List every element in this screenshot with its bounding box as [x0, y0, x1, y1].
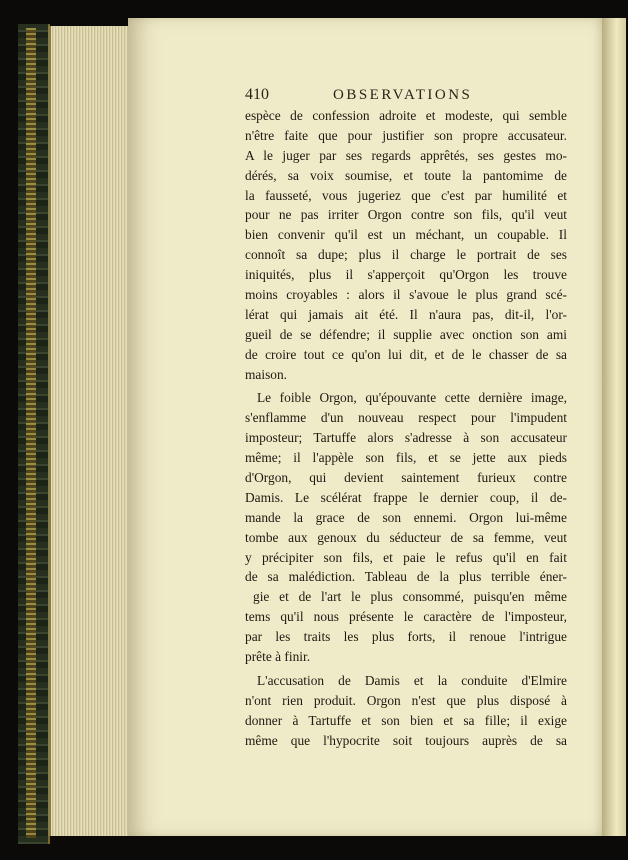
- page-edges: [48, 26, 139, 836]
- text-line: dérés, sa voix soumise, et toute la pantomime de: [245, 167, 567, 183]
- paragraph-2: [245, 388, 567, 666]
- text-line: pour ne pas irriter Orgon contre son fils, qu'il veut: [245, 207, 567, 223]
- text-line: imposteur; Tartuffe alors s'adresse à son accusateur: [245, 430, 567, 446]
- text-line: mande la grace de son ennemi. Orgon lui-même: [245, 509, 567, 525]
- facing-page-edge: [602, 18, 626, 836]
- text-line: A le juger par ses regards apprêtés, ses gestes mo-: [245, 147, 567, 163]
- text-line: iniquités, plus il s'apperçoit qu'Orgon les trouve: [245, 267, 567, 283]
- text-line: d'Orgon, qui devient saintement furieux contre: [245, 470, 567, 486]
- text-line: par les traits les plus forts, il renoue l'intrigue: [245, 629, 567, 645]
- text-line: n'être faite que pour justifier son propre accusateur.: [245, 127, 567, 143]
- text-line: moins croyables : alors il s'avoue le plus grand scé-: [245, 287, 567, 303]
- text-line: Le foible Orgon, qu'épouvante cette dernière image,: [257, 390, 567, 406]
- text-line: même; il l'appèle son fils, et se jette aux pieds: [245, 450, 567, 466]
- text-line: de sa malédiction. Tableau de la plus terrible éner-: [245, 569, 567, 585]
- paragraph-1: [245, 106, 567, 384]
- text-line: s'enflamme d'un nouveau respect pour l'impudent: [245, 410, 567, 426]
- text-line: lérat qui jamais ait été. Il n'aura pas, dit-il, l'or-: [245, 306, 567, 322]
- text-line: n'ont rien produit. Orgon n'est que plus disposé à: [245, 692, 567, 708]
- text-line: la fausseté, vous jugeriez que c'est par humilité et: [245, 187, 567, 203]
- text-line: tombe aux genoux du séducteur de sa femme, veut: [245, 529, 567, 545]
- text-line: y précipiter son fils, et paie le refus qu'il en fait: [245, 549, 567, 565]
- text-line: bien convenir qu'il est un méchant, un coupable. Il: [245, 227, 567, 243]
- text-line: donner à Tartuffe et son bien et sa fille; il exige: [245, 712, 567, 728]
- text-line: tems qu'il nous présente le caractère de l'imposteur,: [245, 609, 567, 625]
- text-line: connoît sa dupe; plus il charge le portrait de ses: [245, 247, 567, 263]
- text-line: de croire tout ce qu'on lui dit, et de le chasser de sa: [245, 346, 567, 362]
- text-line: gie et de l'art le plus consommé, puisqu'en même: [253, 589, 567, 605]
- paragraph-3: [245, 671, 567, 751]
- page-header: [245, 86, 575, 108]
- text-line: L'accusation de Damis et la conduite d'Elmire: [257, 672, 567, 688]
- page-number: 410: [245, 86, 269, 103]
- running-head: OBSERVATIONS: [333, 87, 473, 103]
- body-text: [245, 106, 567, 751]
- text-line: Damis. Le scélérat frappe le dernier coup, il de-: [245, 489, 567, 505]
- spine-gilt-tooling: [26, 28, 36, 838]
- text-line: prête à finir.: [245, 649, 311, 665]
- text-line: maison.: [245, 366, 288, 382]
- text-line: espèce de confession adroite et modeste, qui semble: [245, 108, 567, 123]
- text-line: même que l'hypocrite soit toujours auprès de sa: [245, 732, 567, 748]
- text-line: gueil de se défendre; il supplie avec onction son ami: [245, 326, 567, 342]
